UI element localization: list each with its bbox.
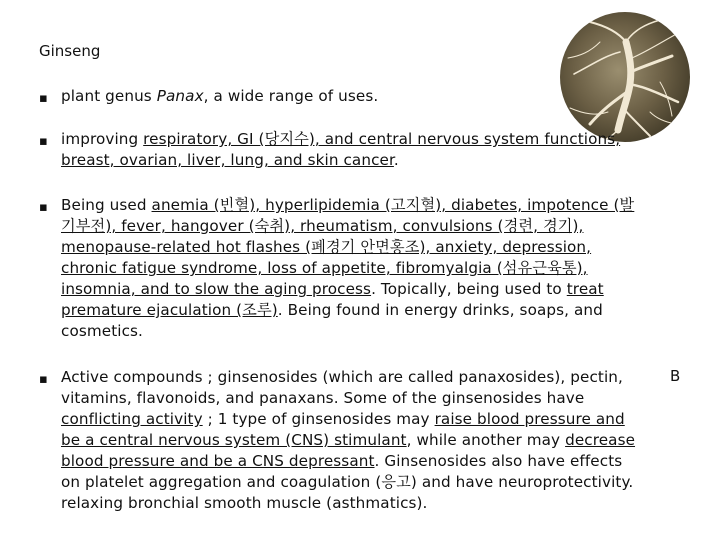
b1-part1: plant genus <box>61 87 157 105</box>
bullet-marker: ▪ <box>39 372 48 387</box>
ginseng-root-icon <box>560 12 690 142</box>
b1-part2: , a wide range of uses. <box>203 87 379 105</box>
b3-l5-mid: . Topically, being used to <box>371 280 567 298</box>
b3-l3-underlined: menopause-related hot flashes (폐경기 안면홍조), anxiety, depression, <box>61 238 592 256</box>
bullet-marker: ▪ <box>39 91 48 106</box>
b3-l4-underlined: chronic fatigue syndrome, loss of appetite, fibromyalgia (섬유근육통), <box>61 259 588 277</box>
b4-l6: on platelet aggregation and coagulation (응고) and have neuroprotectivity. <box>61 473 634 491</box>
b4-l3-mid: ; 1 type of ginsenosides may <box>202 410 435 428</box>
b4-l4-underlined-2: decrease <box>565 431 636 449</box>
b3-l2-underlined: 기부전), fever, hangover (숙취), rheumatism, convulsions (경련, 경기), <box>61 217 584 235</box>
b4-l7: relaxing bronchial smooth muscle (asthmatics). <box>61 494 428 512</box>
b1-italic: Panax <box>156 87 204 105</box>
bullet-marker: ▪ <box>39 134 48 149</box>
bullet-1-text <box>61 86 378 107</box>
b4-l1: Active compounds ; ginsenosides (which are called panaxosides), pectin, <box>61 368 623 386</box>
b3-l5-underlined-2: treat <box>566 280 604 298</box>
b3-l1-pre: Being used <box>61 196 152 214</box>
b4-l5-post: . Ginsenosides also have effects <box>374 452 623 470</box>
bullet-marker: ▪ <box>39 200 48 215</box>
b4-l4-mid: , while another may <box>406 431 566 449</box>
b2-line2-underlined: breast, ovarian, liver, lung, and skin cancer <box>61 151 394 169</box>
b2-line2-post: . <box>393 151 399 169</box>
b3-l5-underlined: insomnia, and to slow the aging process <box>61 280 372 298</box>
b4-l2: vitamins, flavonoids, and panaxans. Some of the ginsenosides have <box>61 389 585 407</box>
ginseng-root-photo <box>560 12 690 142</box>
b4-l5-underlined: blood pressure and be a CNS depressant <box>61 452 375 470</box>
b3-l7: cosmetics. <box>61 322 143 340</box>
bullet-2-text <box>61 129 620 171</box>
b3-l6-underlined: premature ejaculation (조루) <box>61 301 278 319</box>
bullet-3-text <box>61 195 634 342</box>
stray-letter: B <box>670 367 681 385</box>
b3-l6-post: . Being found in energy drinks, soaps, and <box>277 301 603 319</box>
b4-l3-underlined: conflicting activity <box>61 410 203 428</box>
b2-line1-pre: improving <box>61 130 144 148</box>
b4-l4-underlined: be a central nervous system (CNS) stimulant <box>61 431 407 449</box>
bullet-4-text <box>61 367 635 514</box>
b3-l1-underlined: anemia (빈혈), hyperlipidemia (고지혈), diabetes, impotence (발 <box>151 196 635 214</box>
slide-title: Ginseng <box>39 42 101 60</box>
b2-line1-underlined: respiratory, GI (당지수), and central nervous system functions, <box>143 130 621 148</box>
b4-l3-underlined-2: raise blood pressure and <box>434 410 625 428</box>
